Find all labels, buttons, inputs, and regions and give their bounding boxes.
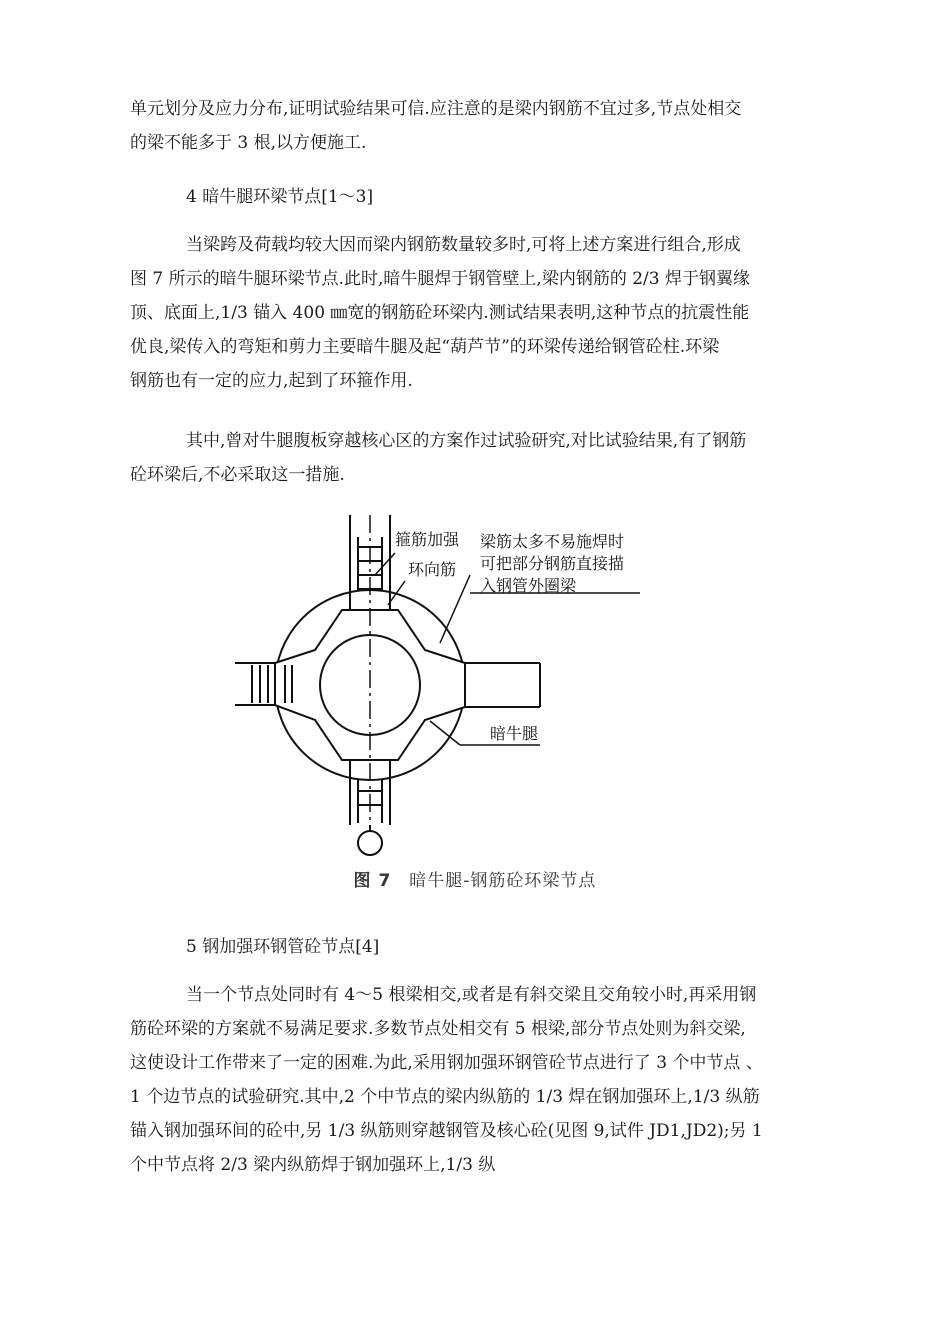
- label-stirrup: 箍筋加强: [395, 530, 460, 549]
- paragraph-continued: [130, 92, 830, 160]
- label-corbel: 暗牛腿: [490, 724, 539, 743]
- label-ring-bar: 环向筋: [408, 560, 457, 579]
- text-line: 1 个边节点的试验研究.其中,2 个中节点的梁内纵筋的 1/3 焊在钢加强环上,1/3 纵筋: [130, 1087, 760, 1107]
- text-line: 钢筋也有一定的应力,起到了环箍作用.: [130, 371, 413, 391]
- label-note-line3: 入钢管外圈梁: [480, 576, 577, 595]
- text-line: 这使设计工作带来了一定的困难.为此,采用钢加强环钢管砼节点进行了 3 个中节点 、: [130, 1053, 763, 1073]
- section-heading-4: 4 暗牛腿环梁节点[1～3]: [186, 187, 374, 207]
- paragraph-steel-ring: [130, 978, 830, 1182]
- text-line: 锚入钢加强环间的砼中,另 1/3 纵筋则穿越钢管及核心砼(见图 9,试件 JD1,JD2);另 1: [130, 1121, 763, 1141]
- text-line: 图 7 所示的暗牛腿环梁节点.此时,暗牛腿焊于钢管壁上,梁内钢筋的 2/3 焊于钢翼缘: [130, 269, 751, 289]
- section-heading-5: 5 钢加强环钢管砼节点[4]: [186, 937, 380, 957]
- paragraph-web-study: [130, 424, 830, 492]
- leader-note: [440, 575, 470, 643]
- figure-7-diagram: [230, 515, 670, 860]
- figure-caption-text: 暗牛腿-钢筋砼环梁节点: [409, 871, 597, 891]
- stirrup-ladder-left: [252, 665, 276, 703]
- text-line: 的梁不能多于 3 根,以方便施工.: [130, 133, 367, 153]
- text-line: 优良,梁传入的弯矩和剪力主要暗牛腿及起“葫芦节”的环梁传递给钢管砼柱.环梁: [130, 337, 720, 357]
- text-line: 砼环梁后,不必采取这一措施.: [130, 465, 345, 485]
- label-note-line1: 梁筋太多不易施焊时: [480, 532, 625, 551]
- figure-number: 图 7: [353, 871, 392, 891]
- text-line: 筋砼环梁的方案就不易满足要求.多数节点处相交有 5 根梁,部分节点处则为斜交梁,: [130, 1019, 746, 1039]
- text-line: 个中节点将 2/3 梁内纵筋焊于钢加强环上,1/3 纵: [130, 1155, 496, 1175]
- text-line: 当梁跨及荷载均较大因而梁内钢筋数量较多时,可将上述方案进行组合,形成: [186, 235, 741, 255]
- label-note-line2: 可把部分钢筋直接描: [480, 554, 625, 573]
- leader-stirrup: [375, 553, 395, 575]
- text-line: 当一个节点处同时有 4～5 根梁相交,或者是有斜交梁且交角较小时,再采用钢: [186, 985, 757, 1005]
- column-bottom-circle: [358, 831, 382, 855]
- figure-caption: [0, 866, 950, 891]
- text-line: 顶、底面上,1/3 锚入 400 ㎜宽的钢筋砼环梁内.测试结果表明,这种节点的抗震性能: [130, 303, 750, 323]
- text-line: 其中,曾对牛腿腹板穿越核心区的方案作过试验研究,对比试验结果,有了钢筋: [186, 431, 747, 451]
- paragraph-corbel-description: [130, 228, 830, 398]
- text-line: 单元划分及应力分布,证明试验结果可信.应注意的是梁内钢筋不宜过多,节点处相交: [130, 99, 742, 119]
